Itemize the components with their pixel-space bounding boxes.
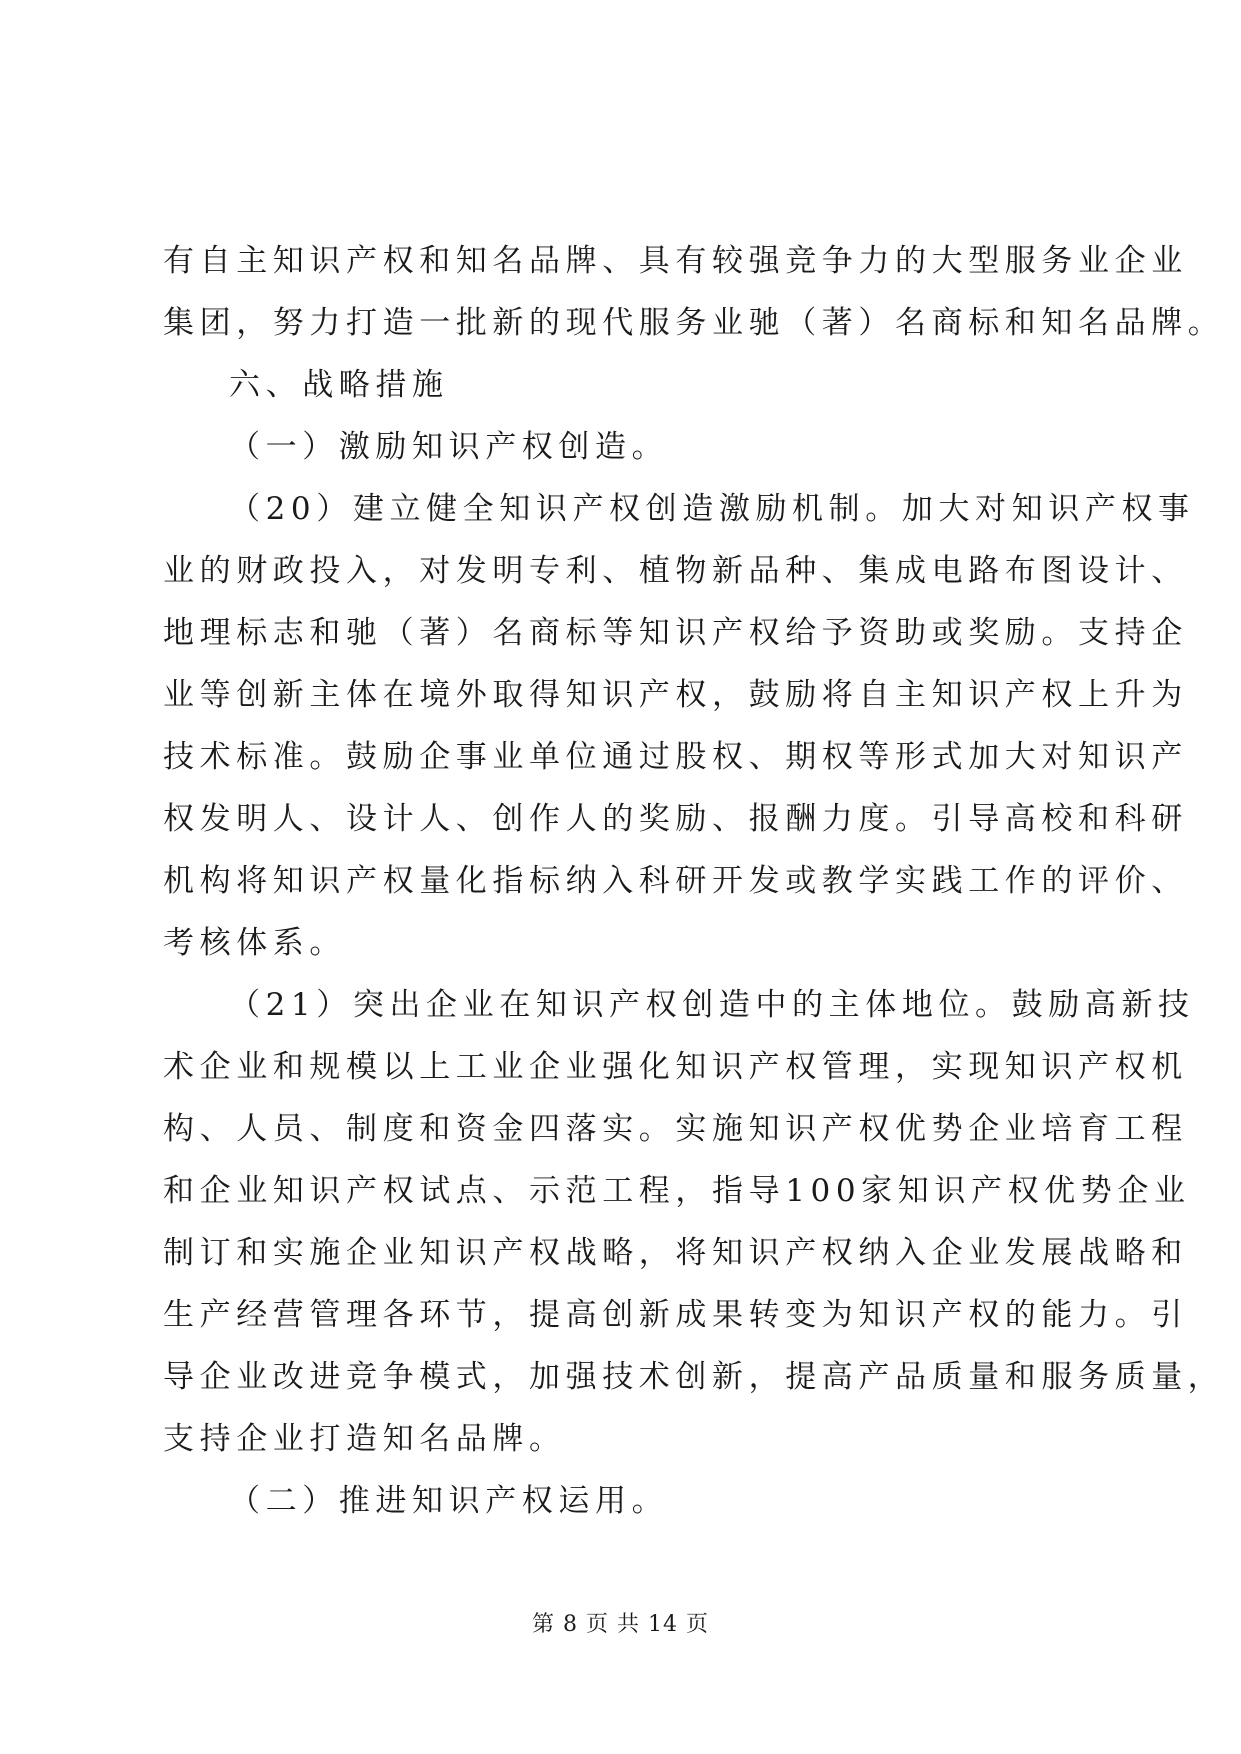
document-body (163, 230, 1225, 1532)
text-line: （20）建立健全知识产权创造激励机制。加大对知识产权事 (229, 491, 1195, 527)
text-line: 支持企业打造知名品牌。 (163, 1421, 566, 1457)
text-line: 地理标志和驰（著）名商标等知识产权给予资助或奖励。支持企 (163, 615, 1188, 651)
text-line: 导企业改进竞争模式，加强技术创新，提高产品质量和服务质量， (163, 1359, 1225, 1395)
text-line: 集团，努力打造一批新的现代服务业驰（著）名商标和知名品牌。 (163, 305, 1225, 341)
page-number-footer: 第 8 页 共 14 页 (532, 1612, 709, 1637)
text-line: （21）突出企业在知识产权创造中的主体地位。鼓励高新技 (229, 987, 1195, 1023)
text-line: 术企业和规模以上工业企业强化知识产权管理，实现知识产权机 (163, 1049, 1188, 1085)
text-line: 生产经营管理各环节，提高创新成果转变为知识产权的能力。引 (163, 1297, 1188, 1333)
text-line: 业等创新主体在境外取得知识产权，鼓励将自主知识产权上升为 (163, 677, 1188, 713)
text-line: 权发明人、设计人、创作人的奖励、报酬力度。引导高校和科研 (163, 801, 1188, 837)
text-line: 有自主知识产权和知名品牌、具有较强竞争力的大型服务业企业 (163, 243, 1188, 279)
text-line: 业的财政投入，对发明专利、植物新品种、集成电路布图设计、 (163, 553, 1188, 589)
text-line: 机构将知识产权量化指标纳入科研开发或教学实践工作的评价、 (163, 863, 1188, 899)
text-line: 构、人员、制度和资金四落实。实施知识产权优势企业培育工程 (163, 1111, 1188, 1147)
text-line: 制订和实施企业知识产权战略，将知识产权纳入企业发展战略和 (163, 1235, 1188, 1271)
subsection-heading: （一）激励知识产权创造。 (229, 429, 669, 465)
text-line: 和企业知识产权试点、示范工程，指导100家知识产权优势企业 (163, 1173, 1191, 1209)
text-line: 技术标准。鼓励企事业单位通过股权、期权等形式加大对知识产 (163, 739, 1188, 775)
subsection-heading: （二）推进知识产权运用。 (229, 1483, 669, 1519)
text-line: 考核体系。 (163, 925, 346, 961)
section-heading: 六、战略措施 (229, 367, 449, 403)
